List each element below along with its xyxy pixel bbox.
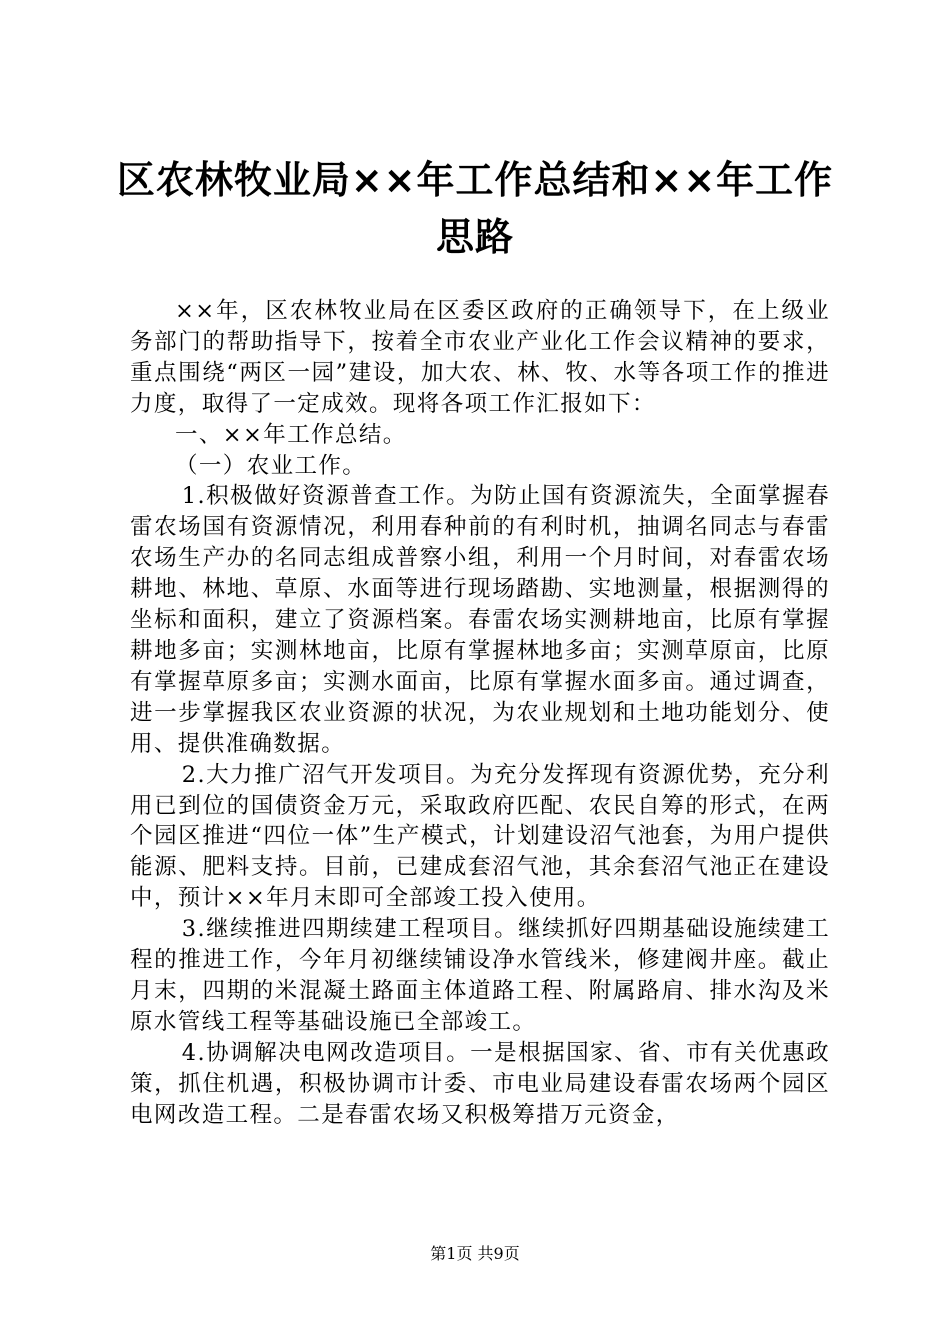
document-body	[130, 296, 830, 1130]
page-number-footer: 第1页 共9页	[430, 1244, 520, 1263]
item-paragraph-3: 3.继续推进四期续建工程项目。继续抓好四期基础设施续建工程的推进工作，今年月初继续铺设净水管线米，修建阀井座。截止月末，四期的米混凝土路面主体道路工程、附属路肩、排水沟及米原水管线工程等基础设施已全部竣工。	[130, 916, 830, 1035]
section-heading: 一、××年工作总结。	[175, 421, 407, 448]
subsection-heading: （一）农业工作。	[175, 452, 367, 479]
item-paragraph-4: 4.协调解决电网改造项目。一是根据国家、省、市有关优惠政策，抓住机遇，积极协调市计委、市电业局建设春雷农场两个园区电网改造工程。二是春雷农场又积极筹措万元资金，	[130, 1039, 830, 1128]
document-title: 区农林牧业局××年工作总结和××年工作思路	[116, 158, 834, 259]
intro-paragraph: ××年，区农林牧业局在区委区政府的正确领导下，在上级业务部门的帮助指导下，按着全市农业产业化工作会议精神的要求，重点围绕“两区一园”建设，加大农、林、牧、水等各项工作的推进力度，取得了一定成效。现将各项工作汇报如下：	[130, 298, 830, 417]
item-paragraph-2: 2.大力推广沼气开发项目。为充分发挥现有资源优势，充分利用已到位的国债资金万元，采取政府匹配、农民自筹的形式，在两个园区推进“四位一体”生产模式，计划建设沼气池套，为用户提供能源、肥料支持。目前，已建成套沼气池，其余套沼气池正在建设中，预计××年月末即可全部竣工投入使用。	[130, 761, 830, 912]
item-paragraph-1: 1.积极做好资源普查工作。为防止国有资源流失，全面掌握春雷农场国有资源情况，利用春种前的有利时机，抽调名同志与春雷农场生产办的名同志组成普察小组，利用一个月时间，对春雷农场耕地、林地、草原、水面等进行现场踏勘、实地测量，根据测得的坐标和面积，建立了资源档案。春雷农场实测耕地亩，比原有掌握耕地多亩；实测林地亩，比原有掌握林地多亩；实测草原亩，比原有掌握草原多亩；实测水面亩，比原有掌握水面多亩。通过调查，进一步掌握我区农业资源的状况，为农业规划和土地功能划分、使用、提供准确数据。	[130, 483, 830, 757]
